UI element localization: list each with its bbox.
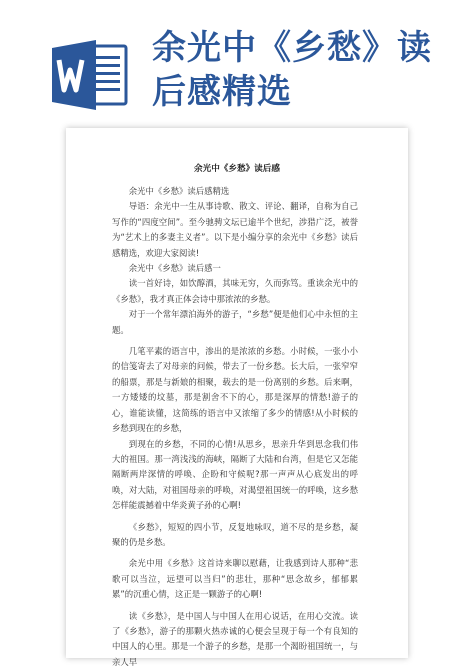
header-banner — [0, 0, 474, 130]
paragraph: 到现在的乡愁，不同的心情!从思乡，思亲升华到思念我们伟大的祖国。那一湾浅浅的海峡，隔断了大陆和台湾，但是它又怎能隔断两岸深情的呼唤、企盼和守候呢?那一声声从心底发出的呼唤，对大陆，对祖国母亲的呼唤，对渴望祖国统一的呼唤，这乡愁怎样能震撼着中华炎黄子孙的心啊! — [112, 438, 358, 511]
paragraph: 几笔平素的语言中，渗出的是浓浓的乡愁。小时候，一张小小的信笺寄去了对母亲的问候，带去了一份乡愁。长大后，一张窄窄的船票，那是与新娘的相聚，载去的是一份离别的乡愁。后来啊，一方矮矮的坟墓，那是割舍不下的心，那是深厚的情愁!游子的心，谁能读懂，这简练的语言中又浓缩了多少的情感!从小时候的乡愁到现在的乡愁， — [112, 346, 358, 434]
paragraph: 读一首好诗，如饮醇酒，其味无穷，久而弥笃。重读余光中的《乡愁》，我才真正体会诗中那浓浓的乡愁。 — [112, 278, 358, 304]
document-title: 余光中《乡愁》读后感 — [194, 164, 280, 174]
paragraph: 余光中用《乡愁》这首诗来聊以慰藉，让我感到诗人那种“悲歌可以当泣，远望可以当归”的悲壮，那种“思念故乡，郁郁累累”的沉重心情，这正是一颗游子的心啊! — [112, 558, 358, 600]
paragraph: 读《乡愁》，是中国人与中国人在用心说话，在用心交流。读了《乡愁》，游子的那颗火热赤诚的心便会呈现于每一个有良知的中国人的心里。那是一个游子的乡愁，是那一个渴盼祖国统一，与亲人早 — [112, 610, 358, 667]
paragraph: 对于一个常年漂泊海外的游子，“乡愁”便是他们心中永恒的主题。 — [112, 309, 358, 335]
paragraph: 余光中《乡愁》读后感精选 — [128, 186, 230, 196]
document-body — [112, 184, 358, 670]
paragraph: 《乡愁》，短短的四小节，反复地咏叹，道不尽的是乡愁，凝聚的仍是乡愁。 — [112, 521, 358, 547]
word-icon — [52, 40, 130, 110]
paragraph: 余光中《乡愁》读后感一 — [128, 263, 221, 274]
paragraph: 导语：余光中一生从事诗歌、散文、评论、翻译，自称为自己写作的“四度空间”。至今驰骋文坛已逾半个世纪，涉猎广泛，被誉为“艺术上的多妻主义者”。以下是小编分享的余光中《乡愁》读后感精选，欢迎大家阅读! — [112, 201, 358, 258]
page-title: 余光中《乡愁》读后感精选 — [152, 28, 432, 112]
document-page — [66, 128, 408, 667]
